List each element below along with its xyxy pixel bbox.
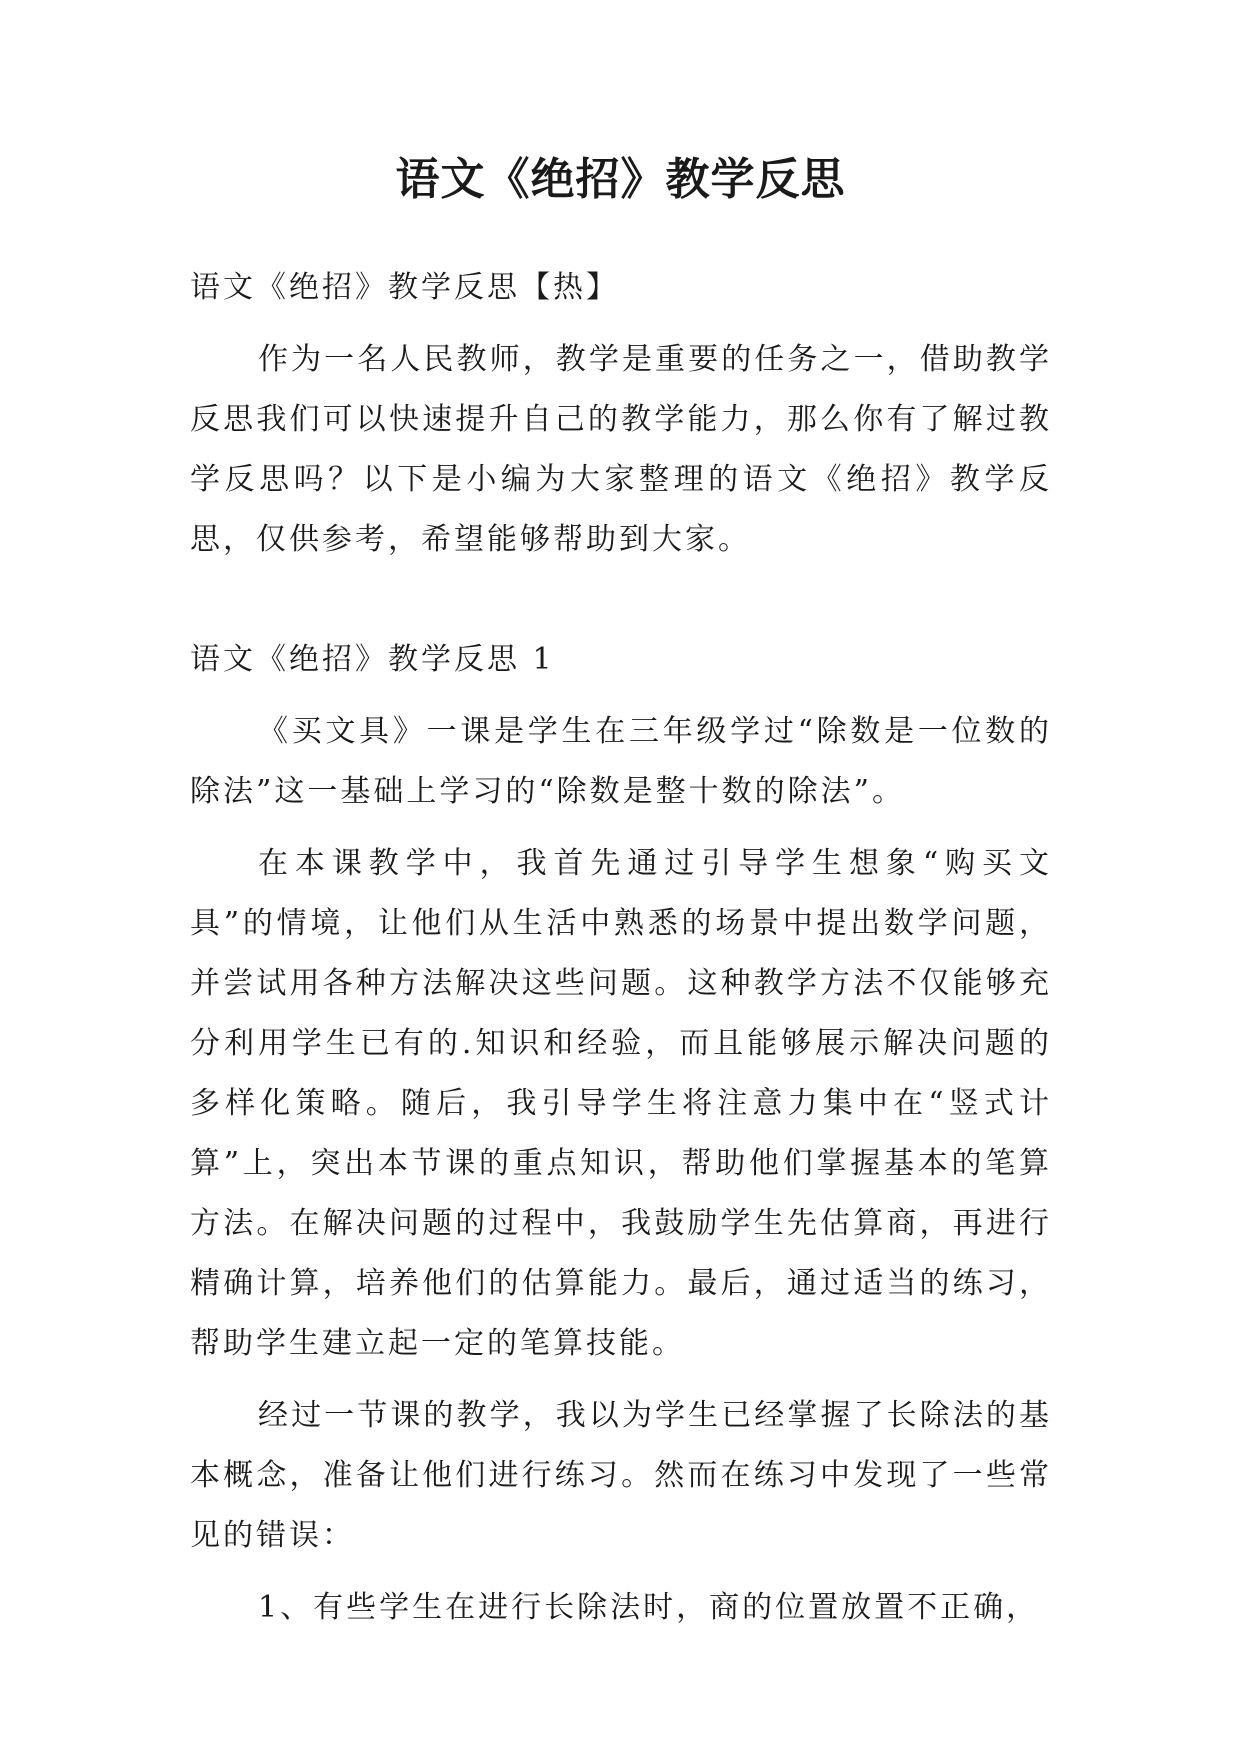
section1-paragraph-1: 《买文具》一课是学生在三年级学过“除数是一位数的除法”这一基础上学习的“除数是整十数的除法”。 [190,714,1052,809]
section1-heading: 语文《绝招》教学反思 1 [190,642,555,677]
intro-paragraph: 作为一名人民教师，教学是重要的任务之一，借助教学反思我们可以快速提升自己的教学能力，那么你有了解过教学反思吗？以下是小编为大家整理的语文《绝招》教学反思，仅供参考，希望能够帮助到大家。 [190,342,1052,557]
spacer [190,822,1052,834]
section1-paragraph-4: 1、有些学生在进行长除法时，商的位置放置不正确， [258,1590,1040,1625]
spacer [190,690,1052,702]
section-spacer [190,570,1052,630]
intro-heading: 语文《绝招》教学反思【热】 [190,270,619,305]
page-title: 语文《绝招》教学反思 [395,154,846,205]
spacer [190,318,1052,330]
section1-paragraph-3: 经过一节课的教学，我以为学生已经掌握了长除法的基本概念，准备让他们进行练习。然而在练习中发现了一些常见的错误： [190,1398,1052,1553]
spacer [190,1374,1052,1386]
section1-paragraph-2: 在本课教学中，我首先通过引导学生想象“购买文具”的情境，让他们从生活中熟悉的场景中提出数学问题，并尝试用各种方法解决这些问题。这种教学方法不仅能够充分利用学生已有的.知识和经验，而且能够展示解决问题的多样化策略。随后，我引导学生将注意力集中在“竖式计算”上，突出本节课的重点知识，帮助他们掌握基本的笔算方法。在解决问题的过程中，我鼓励学生先估算商，再进行精确计算，培养他们的估算能力。最后，通过适当的练习，帮助学生建立起一定的笔算技能。 [190,846,1052,1361]
document-body [190,258,1052,1638]
spacer [190,1566,1052,1578]
